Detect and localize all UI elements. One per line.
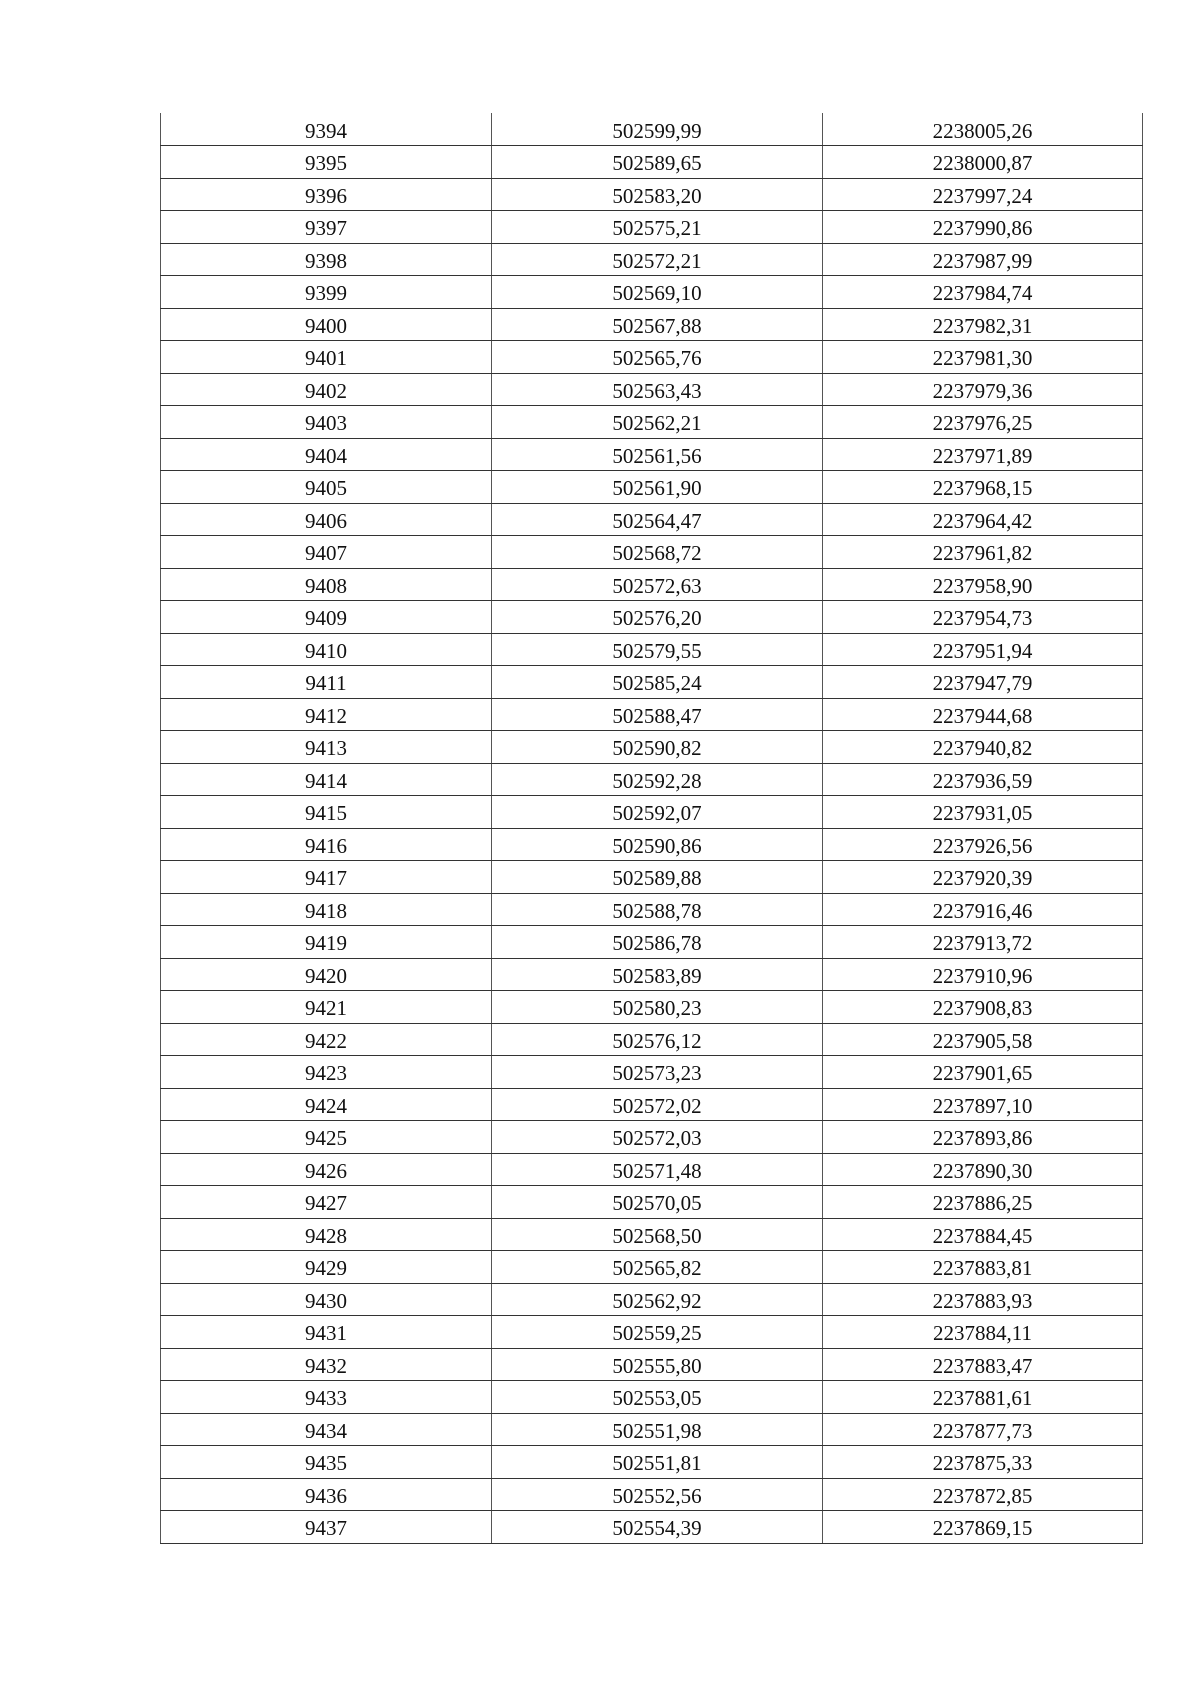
- y-coordinate-cell: 2237920,39: [823, 861, 1143, 894]
- point-number-cell: 9422: [161, 1023, 492, 1056]
- x-coordinate-cell: 502576,12: [492, 1023, 823, 1056]
- y-coordinate-cell: 2238000,87: [823, 146, 1143, 179]
- x-coordinate-cell: 502588,78: [492, 893, 823, 926]
- x-coordinate-cell: 502589,88: [492, 861, 823, 894]
- table-row: [161, 211, 1143, 244]
- point-number-cell: 9423: [161, 1056, 492, 1089]
- y-coordinate-cell: 2237872,85: [823, 1478, 1143, 1511]
- point-number-cell: 9425: [161, 1121, 492, 1154]
- y-coordinate-cell: 2237936,59: [823, 763, 1143, 796]
- table-row: [161, 666, 1143, 699]
- table-row: [161, 698, 1143, 731]
- point-number-cell: 9406: [161, 503, 492, 536]
- y-coordinate-cell: 2237926,56: [823, 828, 1143, 861]
- table-row: [161, 1446, 1143, 1479]
- x-coordinate-cell: 502565,76: [492, 341, 823, 374]
- y-coordinate-cell: 2237997,24: [823, 178, 1143, 211]
- x-coordinate-cell: 502583,89: [492, 958, 823, 991]
- point-number-cell: 9434: [161, 1413, 492, 1446]
- point-number-cell: 9413: [161, 731, 492, 764]
- table-row: [161, 568, 1143, 601]
- x-coordinate-cell: 502563,43: [492, 373, 823, 406]
- x-coordinate-cell: 502572,03: [492, 1121, 823, 1154]
- point-number-cell: 9414: [161, 763, 492, 796]
- point-number-cell: 9419: [161, 926, 492, 959]
- x-coordinate-cell: 502565,82: [492, 1251, 823, 1284]
- table-row: [161, 503, 1143, 536]
- table-row: [161, 926, 1143, 959]
- y-coordinate-cell: 2237881,61: [823, 1381, 1143, 1414]
- point-number-cell: 9394: [161, 113, 492, 146]
- point-number-cell: 9395: [161, 146, 492, 179]
- point-number-cell: 9435: [161, 1446, 492, 1479]
- table-row: [161, 341, 1143, 374]
- point-number-cell: 9397: [161, 211, 492, 244]
- table-row: [161, 1348, 1143, 1381]
- table-row: [161, 991, 1143, 1024]
- table-row: [161, 536, 1143, 569]
- x-coordinate-cell: 502568,72: [492, 536, 823, 569]
- table-row: [161, 178, 1143, 211]
- table-row: [161, 276, 1143, 309]
- point-number-cell: 9410: [161, 633, 492, 666]
- y-coordinate-cell: 2237883,93: [823, 1283, 1143, 1316]
- table-row: [161, 1023, 1143, 1056]
- y-coordinate-cell: 2237971,89: [823, 438, 1143, 471]
- y-coordinate-cell: 2237913,72: [823, 926, 1143, 959]
- x-coordinate-cell: 502576,20: [492, 601, 823, 634]
- point-number-cell: 9412: [161, 698, 492, 731]
- x-coordinate-cell: 502579,55: [492, 633, 823, 666]
- y-coordinate-cell: 2237982,31: [823, 308, 1143, 341]
- x-coordinate-cell: 502588,47: [492, 698, 823, 731]
- x-coordinate-cell: 502573,23: [492, 1056, 823, 1089]
- x-coordinate-cell: 502572,63: [492, 568, 823, 601]
- table-row: [161, 1478, 1143, 1511]
- point-number-cell: 9430: [161, 1283, 492, 1316]
- table-row: [161, 243, 1143, 276]
- table-row: [161, 1186, 1143, 1219]
- y-coordinate-cell: 2237947,79: [823, 666, 1143, 699]
- x-coordinate-cell: 502564,47: [492, 503, 823, 536]
- y-coordinate-cell: 2237875,33: [823, 1446, 1143, 1479]
- coordinates-table: [160, 113, 1143, 1544]
- x-coordinate-cell: 502559,25: [492, 1316, 823, 1349]
- y-coordinate-cell: 2237968,15: [823, 471, 1143, 504]
- y-coordinate-cell: 2237990,86: [823, 211, 1143, 244]
- x-coordinate-cell: 502561,56: [492, 438, 823, 471]
- point-number-cell: 9415: [161, 796, 492, 829]
- table-row: [161, 893, 1143, 926]
- table-row: [161, 1511, 1143, 1544]
- table-row: [161, 763, 1143, 796]
- x-coordinate-cell: 502568,50: [492, 1218, 823, 1251]
- table-row: [161, 796, 1143, 829]
- point-number-cell: 9400: [161, 308, 492, 341]
- y-coordinate-cell: 2237958,90: [823, 568, 1143, 601]
- table-row: [161, 1381, 1143, 1414]
- x-coordinate-cell: 502575,21: [492, 211, 823, 244]
- table-row: [161, 731, 1143, 764]
- table-row: [161, 1316, 1143, 1349]
- y-coordinate-cell: 2237877,73: [823, 1413, 1143, 1446]
- point-number-cell: 9428: [161, 1218, 492, 1251]
- x-coordinate-cell: 502570,05: [492, 1186, 823, 1219]
- point-number-cell: 9424: [161, 1088, 492, 1121]
- x-coordinate-cell: 502562,21: [492, 406, 823, 439]
- table-row: [161, 406, 1143, 439]
- y-coordinate-cell: 2237905,58: [823, 1023, 1143, 1056]
- table-row: [161, 146, 1143, 179]
- point-number-cell: 9420: [161, 958, 492, 991]
- point-number-cell: 9404: [161, 438, 492, 471]
- x-coordinate-cell: 502554,39: [492, 1511, 823, 1544]
- y-coordinate-cell: 2237976,25: [823, 406, 1143, 439]
- x-coordinate-cell: 502552,56: [492, 1478, 823, 1511]
- x-coordinate-cell: 502572,02: [492, 1088, 823, 1121]
- y-coordinate-cell: 2237897,10: [823, 1088, 1143, 1121]
- x-coordinate-cell: 502580,23: [492, 991, 823, 1024]
- table-row: [161, 1251, 1143, 1284]
- table-row: [161, 1056, 1143, 1089]
- y-coordinate-cell: 2237931,05: [823, 796, 1143, 829]
- point-number-cell: 9402: [161, 373, 492, 406]
- point-number-cell: 9403: [161, 406, 492, 439]
- table-row: [161, 861, 1143, 894]
- point-number-cell: 9396: [161, 178, 492, 211]
- y-coordinate-cell: 2237940,82: [823, 731, 1143, 764]
- point-number-cell: 9416: [161, 828, 492, 861]
- y-coordinate-cell: 2237944,68: [823, 698, 1143, 731]
- y-coordinate-cell: 2237884,11: [823, 1316, 1143, 1349]
- point-number-cell: 9398: [161, 243, 492, 276]
- y-coordinate-cell: 2237981,30: [823, 341, 1143, 374]
- x-coordinate-cell: 502551,98: [492, 1413, 823, 1446]
- y-coordinate-cell: 2237951,94: [823, 633, 1143, 666]
- x-coordinate-cell: 502590,86: [492, 828, 823, 861]
- point-number-cell: 9421: [161, 991, 492, 1024]
- table-row: [161, 1121, 1143, 1154]
- table-row: [161, 958, 1143, 991]
- y-coordinate-cell: 2237893,86: [823, 1121, 1143, 1154]
- y-coordinate-cell: 2237869,15: [823, 1511, 1143, 1544]
- point-number-cell: 9436: [161, 1478, 492, 1511]
- x-coordinate-cell: 502583,20: [492, 178, 823, 211]
- x-coordinate-cell: 502599,99: [492, 113, 823, 146]
- point-number-cell: 9431: [161, 1316, 492, 1349]
- table-row: [161, 113, 1143, 146]
- point-number-cell: 9417: [161, 861, 492, 894]
- table-row: [161, 471, 1143, 504]
- point-number-cell: 9407: [161, 536, 492, 569]
- point-number-cell: 9411: [161, 666, 492, 699]
- y-coordinate-cell: 2237910,96: [823, 958, 1143, 991]
- y-coordinate-cell: 2238005,26: [823, 113, 1143, 146]
- table-row: [161, 601, 1143, 634]
- point-number-cell: 9405: [161, 471, 492, 504]
- x-coordinate-cell: 502569,10: [492, 276, 823, 309]
- x-coordinate-cell: 502589,65: [492, 146, 823, 179]
- table-row: [161, 1218, 1143, 1251]
- y-coordinate-cell: 2237883,47: [823, 1348, 1143, 1381]
- table-row: [161, 633, 1143, 666]
- point-number-cell: 9418: [161, 893, 492, 926]
- y-coordinate-cell: 2237987,99: [823, 243, 1143, 276]
- y-coordinate-cell: 2237964,42: [823, 503, 1143, 536]
- x-coordinate-cell: 502572,21: [492, 243, 823, 276]
- x-coordinate-cell: 502592,28: [492, 763, 823, 796]
- y-coordinate-cell: 2237886,25: [823, 1186, 1143, 1219]
- table-row: [161, 308, 1143, 341]
- y-coordinate-cell: 2237961,82: [823, 536, 1143, 569]
- x-coordinate-cell: 502562,92: [492, 1283, 823, 1316]
- point-number-cell: 9409: [161, 601, 492, 634]
- point-number-cell: 9427: [161, 1186, 492, 1219]
- x-coordinate-cell: 502555,80: [492, 1348, 823, 1381]
- x-coordinate-cell: 502590,82: [492, 731, 823, 764]
- coordinates-table-body: [161, 113, 1143, 1543]
- y-coordinate-cell: 2237901,65: [823, 1056, 1143, 1089]
- point-number-cell: 9432: [161, 1348, 492, 1381]
- y-coordinate-cell: 2237884,45: [823, 1218, 1143, 1251]
- point-number-cell: 9399: [161, 276, 492, 309]
- table-row: [161, 1088, 1143, 1121]
- x-coordinate-cell: 502567,88: [492, 308, 823, 341]
- point-number-cell: 9433: [161, 1381, 492, 1414]
- point-number-cell: 9401: [161, 341, 492, 374]
- x-coordinate-cell: 502592,07: [492, 796, 823, 829]
- point-number-cell: 9408: [161, 568, 492, 601]
- y-coordinate-cell: 2237890,30: [823, 1153, 1143, 1186]
- table-row: [161, 438, 1143, 471]
- y-coordinate-cell: 2237954,73: [823, 601, 1143, 634]
- x-coordinate-cell: 502551,81: [492, 1446, 823, 1479]
- table-row: [161, 1283, 1143, 1316]
- x-coordinate-cell: 502585,24: [492, 666, 823, 699]
- y-coordinate-cell: 2237883,81: [823, 1251, 1143, 1284]
- point-number-cell: 9426: [161, 1153, 492, 1186]
- x-coordinate-cell: 502561,90: [492, 471, 823, 504]
- table-row: [161, 828, 1143, 861]
- x-coordinate-cell: 502586,78: [492, 926, 823, 959]
- x-coordinate-cell: 502571,48: [492, 1153, 823, 1186]
- y-coordinate-cell: 2237979,36: [823, 373, 1143, 406]
- y-coordinate-cell: 2237908,83: [823, 991, 1143, 1024]
- table-row: [161, 1153, 1143, 1186]
- y-coordinate-cell: 2237984,74: [823, 276, 1143, 309]
- point-number-cell: 9437: [161, 1511, 492, 1544]
- y-coordinate-cell: 2237916,46: [823, 893, 1143, 926]
- table-row: [161, 373, 1143, 406]
- table-row: [161, 1413, 1143, 1446]
- point-number-cell: 9429: [161, 1251, 492, 1284]
- x-coordinate-cell: 502553,05: [492, 1381, 823, 1414]
